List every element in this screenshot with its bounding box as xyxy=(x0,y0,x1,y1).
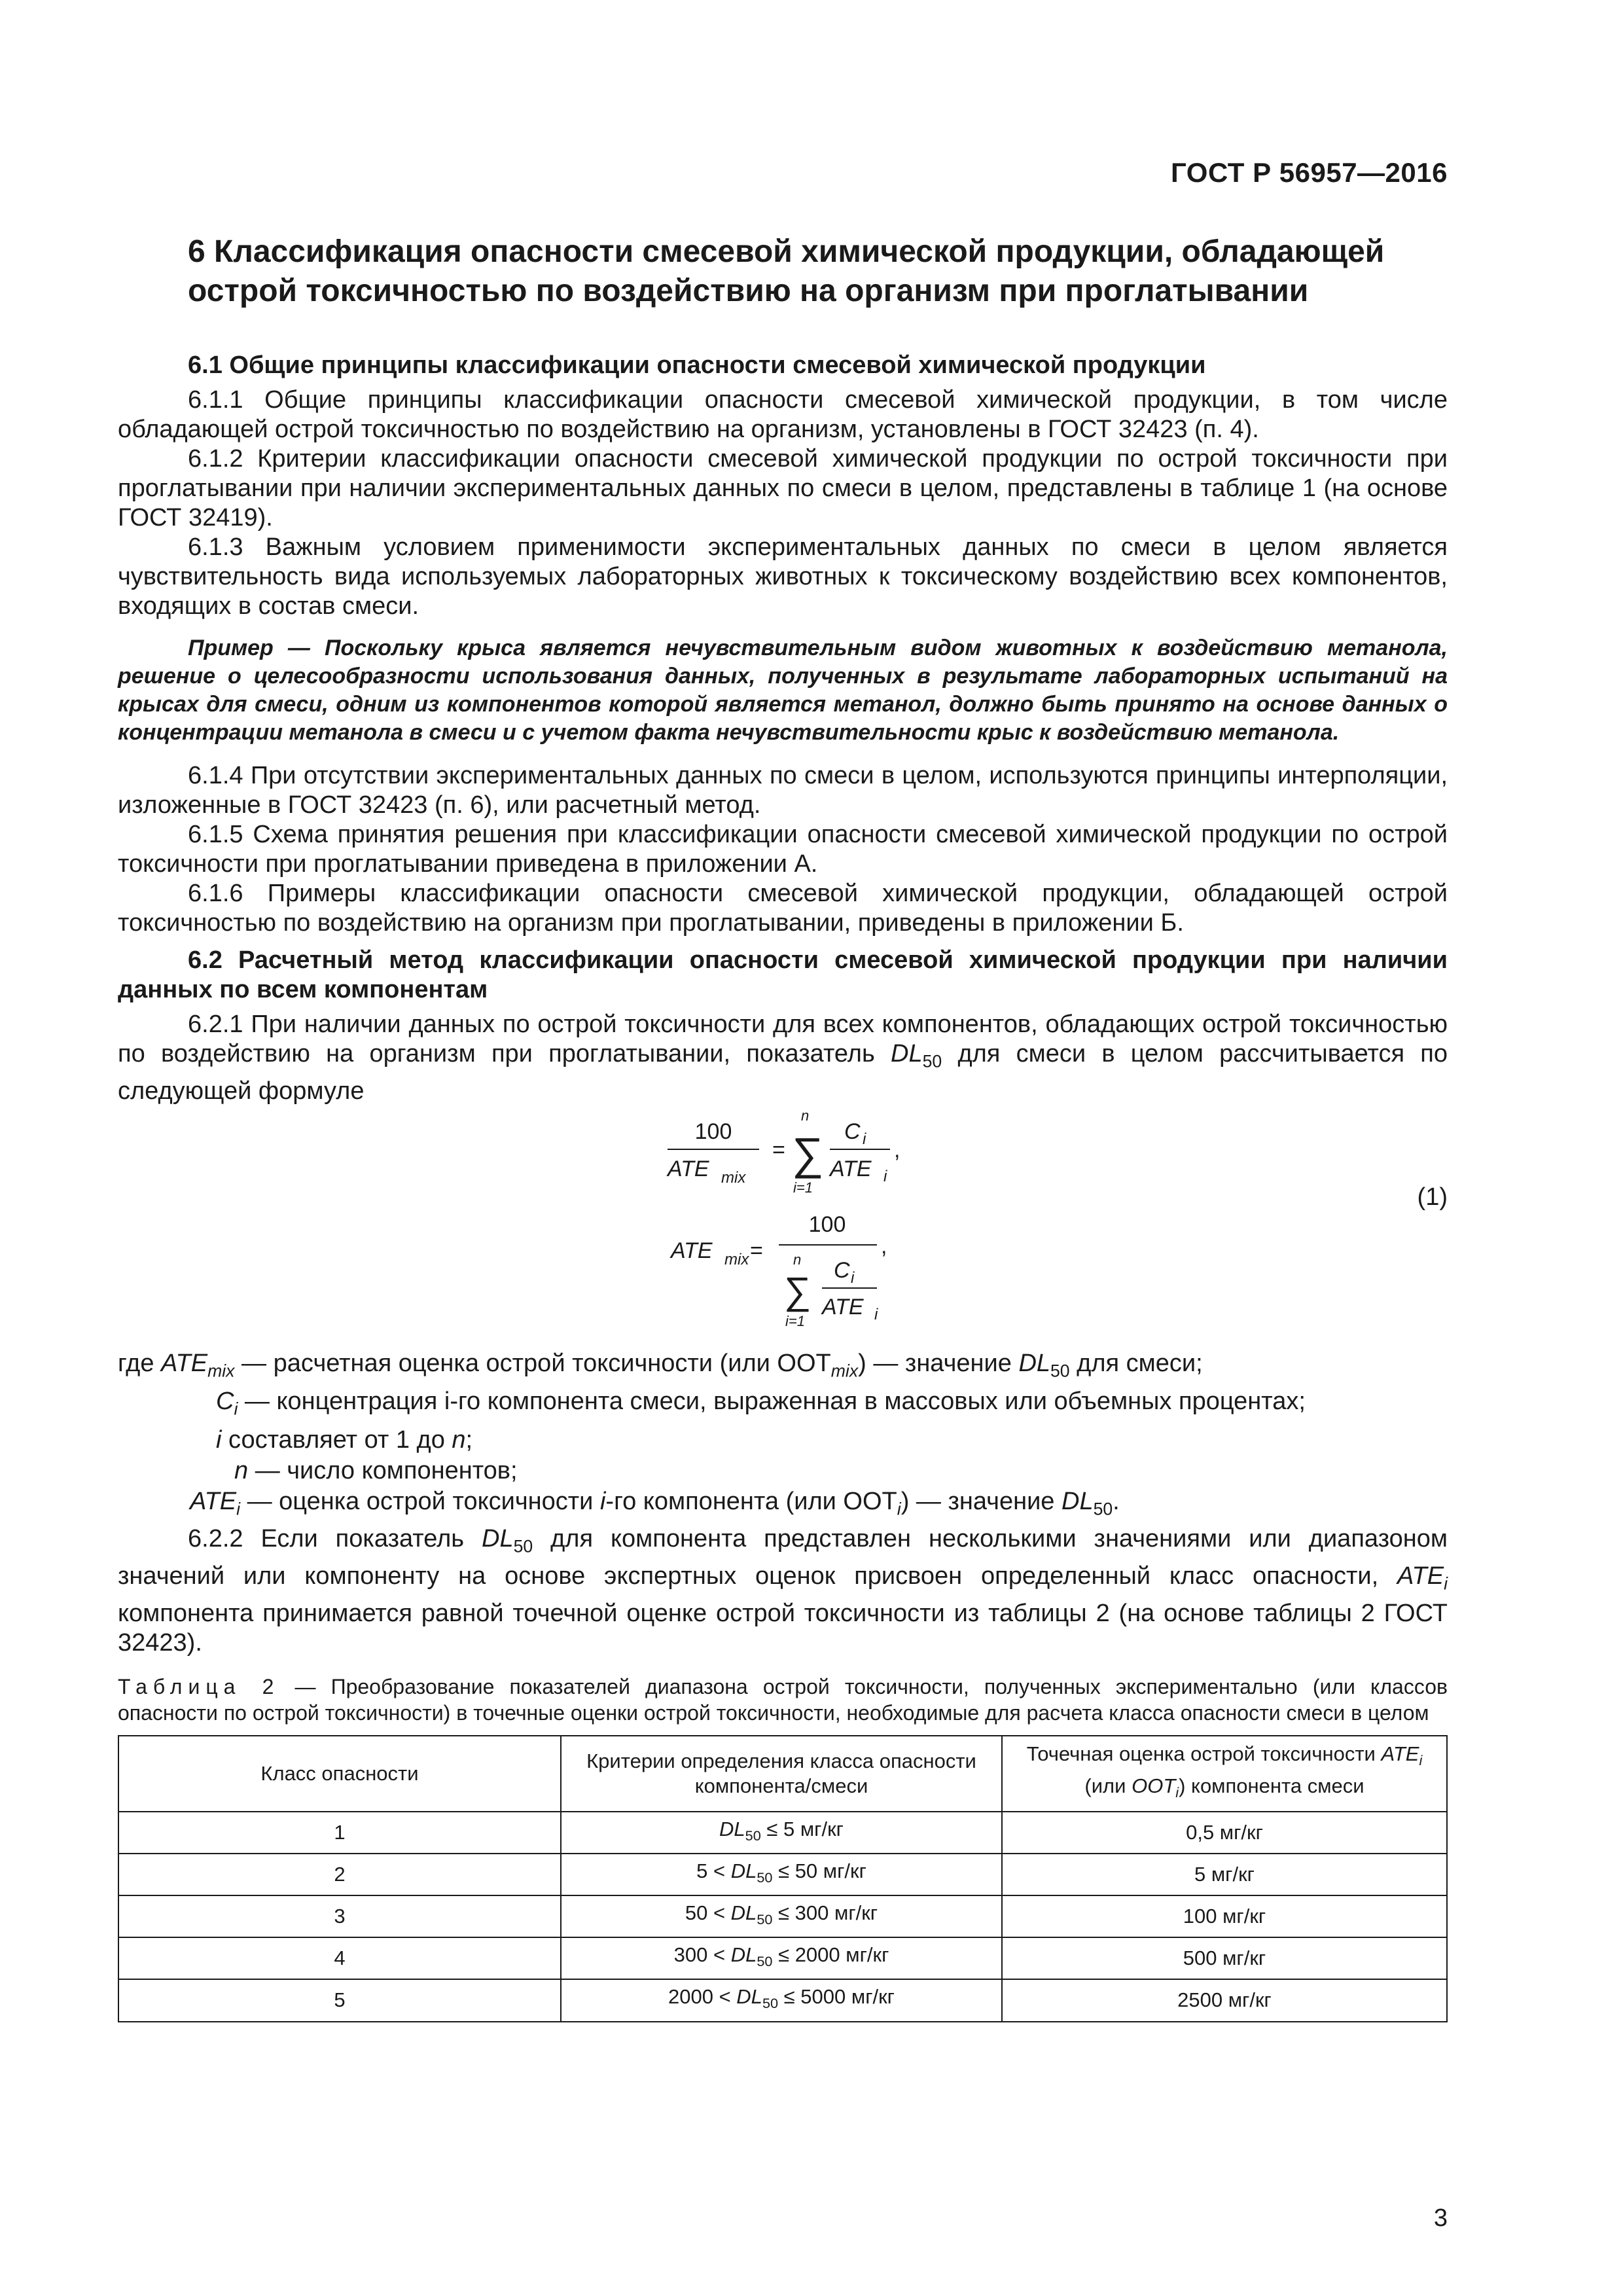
formula2-ci: C xyxy=(834,1257,850,1283)
page-content xyxy=(118,232,1448,2022)
table-row xyxy=(118,1895,1447,1937)
formula2-ci-subscript: i xyxy=(851,1268,855,1287)
where-ate-i: $ATE_i$ — оценка острой токсичности i-го компонента (или $ООТ_i$) — значение $DL_{50}$. xyxy=(190,1487,1120,1519)
table-row xyxy=(118,1854,1447,1895)
cell-criteria: $5 < DL_{50} \le 50$ мг/кг xyxy=(561,1854,1002,1895)
sum2-lower-limit: i=1 xyxy=(785,1312,805,1329)
cell-estimate: 500 мг/кг xyxy=(1002,1937,1447,1979)
cell-estimate: 5 мг/кг xyxy=(1002,1854,1447,1895)
formula-ate-i: ATE xyxy=(830,1156,872,1181)
cell-class: 2 xyxy=(118,1854,561,1895)
header-criteria: Критерии определения класса опасности компонента/смеси xyxy=(561,1736,1002,1812)
paragraph-6-1-6: 6.1.6 Примеры классификации опасности смесевой химической продукции, обладающей острой токсичностью по воздействию на организм при проглатывании, приведены в приложении Б. xyxy=(118,880,1448,937)
header-point-estimate: Точечная оценка острой токсичности $ATE_i$ (или $OOT_i$) компонента смеси xyxy=(1002,1736,1447,1812)
formula2-numerator-100: 100 xyxy=(808,1211,846,1237)
cell-criteria: $2000 < DL_{50} \le 5000$ мг/кг xyxy=(561,1979,1002,2021)
section-6-title: 6 Классификация опасности смесевой химической продукции, обладающей острой токсичностью по воздействию на организм при проглатывании xyxy=(188,234,1385,308)
cell-class: 1 xyxy=(118,1812,561,1854)
cell-estimate: 100 мг/кг xyxy=(1002,1895,1447,1937)
formula-number: (1) xyxy=(1417,1183,1448,1211)
table-row xyxy=(118,1812,1447,1854)
cell-criteria: $50 < DL_{50} \le 300$ мг/кг xyxy=(561,1895,1002,1937)
formula-ate-mix: ATE xyxy=(668,1156,709,1181)
where-ci: $C_i$ — концентрация i-го компонента смеси, выраженная в массовых или объемных процентах; xyxy=(216,1388,1306,1419)
where-n: n — число компонентов; xyxy=(234,1456,518,1484)
paragraph-6-1-2: 6.1.2 Критерии классификации опасности смесевой химической продукции по острой токсичности при проглатывании при наличии экспериментальных данных по смеси в целом, представлены в таблице 1 (на основе ГОСТ 32419). xyxy=(118,445,1448,531)
formula-svg xyxy=(118,1106,1448,1342)
sum-lower-limit: i=1 xyxy=(793,1179,813,1196)
formula-comma: , xyxy=(894,1137,901,1162)
cell-estimate: 0,5 мг/кг xyxy=(1002,1812,1447,1854)
standard-number: ГОСТ Р 56957—2016 xyxy=(1171,157,1448,188)
table-header-row xyxy=(118,1736,1447,1812)
table-2-caption: Таблица 2 — Преобразование показателей диапазона острой токсичности, полученных экспериментально (или классов опасности по острой токсичности) в точечные оценки острой токсичности, необходимые для расчета класса опасности смеси в целом xyxy=(118,1674,1448,1725)
cell-class: 3 xyxy=(118,1895,561,1937)
paragraph-6-1-4: 6.1.4 При отсутствии экспериментальных данных по смеси в целом, используются принципы интерполяции, изложенные в ГОСТ 32423 (п. 6), или расчетный метод. xyxy=(118,762,1448,819)
formula2-mix-subscript: mix xyxy=(724,1250,749,1268)
cell-class: 5 xyxy=(118,1979,561,2021)
cell-criteria: $300 < DL_{50} \le 2000$ мг/кг xyxy=(561,1937,1002,1979)
cell-class: 4 xyxy=(118,1937,561,1979)
formula-mix-subscript: mix xyxy=(721,1168,746,1187)
cell-criteria: $DL_{50} \le 5$ мг/кг xyxy=(561,1812,1002,1854)
formula-ci-subscript: i xyxy=(863,1130,866,1148)
paragraph-6-1-3: 6.1.3 Важным условием применимости экспериментальных данных по смеси в целом является чувствительность вида используемых лабораторных животных к токсическому воздействию всех компонентов, входящих в состав смеси. xyxy=(118,533,1448,620)
example-note: Пример — Поскольку крыса является нечувствительным видом животных к воздействию метанола, решение о целесообразности использования данных, полученных в результате лабораторных испытаний на крысах для смеси, одним из компонентов которой является метанол, должно быть принято на основе данных о концентрации метанола в смеси и с учетом факта нечувствительности крыс к воздействию метанола. xyxy=(118,636,1448,745)
table-2 xyxy=(118,1735,1448,2022)
header-class: Класс опасности xyxy=(118,1736,561,1812)
formula-ate-i-subscript: i xyxy=(883,1167,887,1185)
formula2-ate-mix: ATE xyxy=(671,1238,713,1263)
section-6-2-title: 6.2 Расчетный метод классификации опасности смесевой химической продукции при наличии данных по всем компонентам xyxy=(118,946,1448,1003)
formula-1 xyxy=(118,1106,1448,1342)
formula-explanation xyxy=(118,1348,1448,1525)
formula2-comma: , xyxy=(881,1233,887,1259)
sum-upper-limit: n xyxy=(801,1107,810,1124)
paragraph-6-2-1: 6.2.1 При наличии данных по острой токсичности для всех компонентов, обладающих острой токсичностью по воздействию на организм при проглатывании, показатель $DL_{50}$ для смеси в целом рассчитывается по следующей формуле xyxy=(118,1011,1448,1105)
paragraph-6-1-1: 6.1.1 Общие принципы классификации опасности смесевой химической продукции, в том числе обладающей острой токсичностью по воздействию на организм, установлены в ГОСТ 32423 (п. 4). xyxy=(118,386,1448,443)
sum2-upper-limit: n xyxy=(793,1251,802,1268)
formula2-ate-i: ATE xyxy=(822,1294,864,1319)
paragraph-6-2-2: 6.2.2 Если показатель $DL_{50}$ для компонента представлен несколькими значениями или диапазоном значений или компоненту на основе экспертных оценок присвоен определенный класс опасности, $ATE_i$ компонента принимается равной точечной оценке острой токсичности из таблицы 2 (на основе таблицы 2 ГОСТ 32423). xyxy=(118,1525,1448,1657)
where-ate-mix: где $ATE_{mix}$ — расчетная оценка острой токсичности (или $ООТ_{mix}$) — значение $DL_{50}$ для смеси; xyxy=(118,1349,1203,1381)
formula2-ate-i-subscript: i xyxy=(874,1305,878,1323)
paragraph-6-1-5: 6.1.5 Схема принятия решения при классификации опасности смесевой химической продукции по острой токсичности при проглатывании приведена в приложении А. xyxy=(118,821,1448,878)
page-number: 3 xyxy=(1433,2204,1448,2232)
section-6-1-title: 6.1 Общие принципы классификации опасности смесевой химической продукции xyxy=(188,351,1206,379)
sum2-sign: ∑ xyxy=(784,1269,812,1312)
formula-numerator-100: 100 xyxy=(694,1119,732,1144)
cell-estimate: 2500 мг/кг xyxy=(1002,1979,1447,2021)
where-i-range: i составляет от 1 до n; xyxy=(216,1426,473,1454)
formula2-equals: = xyxy=(750,1238,763,1263)
formula-equals: = xyxy=(772,1137,785,1162)
table-row xyxy=(118,1979,1447,2021)
table-row xyxy=(118,1937,1447,1979)
sum-sign: ∑ xyxy=(792,1128,824,1179)
formula-ci: C xyxy=(844,1119,861,1144)
